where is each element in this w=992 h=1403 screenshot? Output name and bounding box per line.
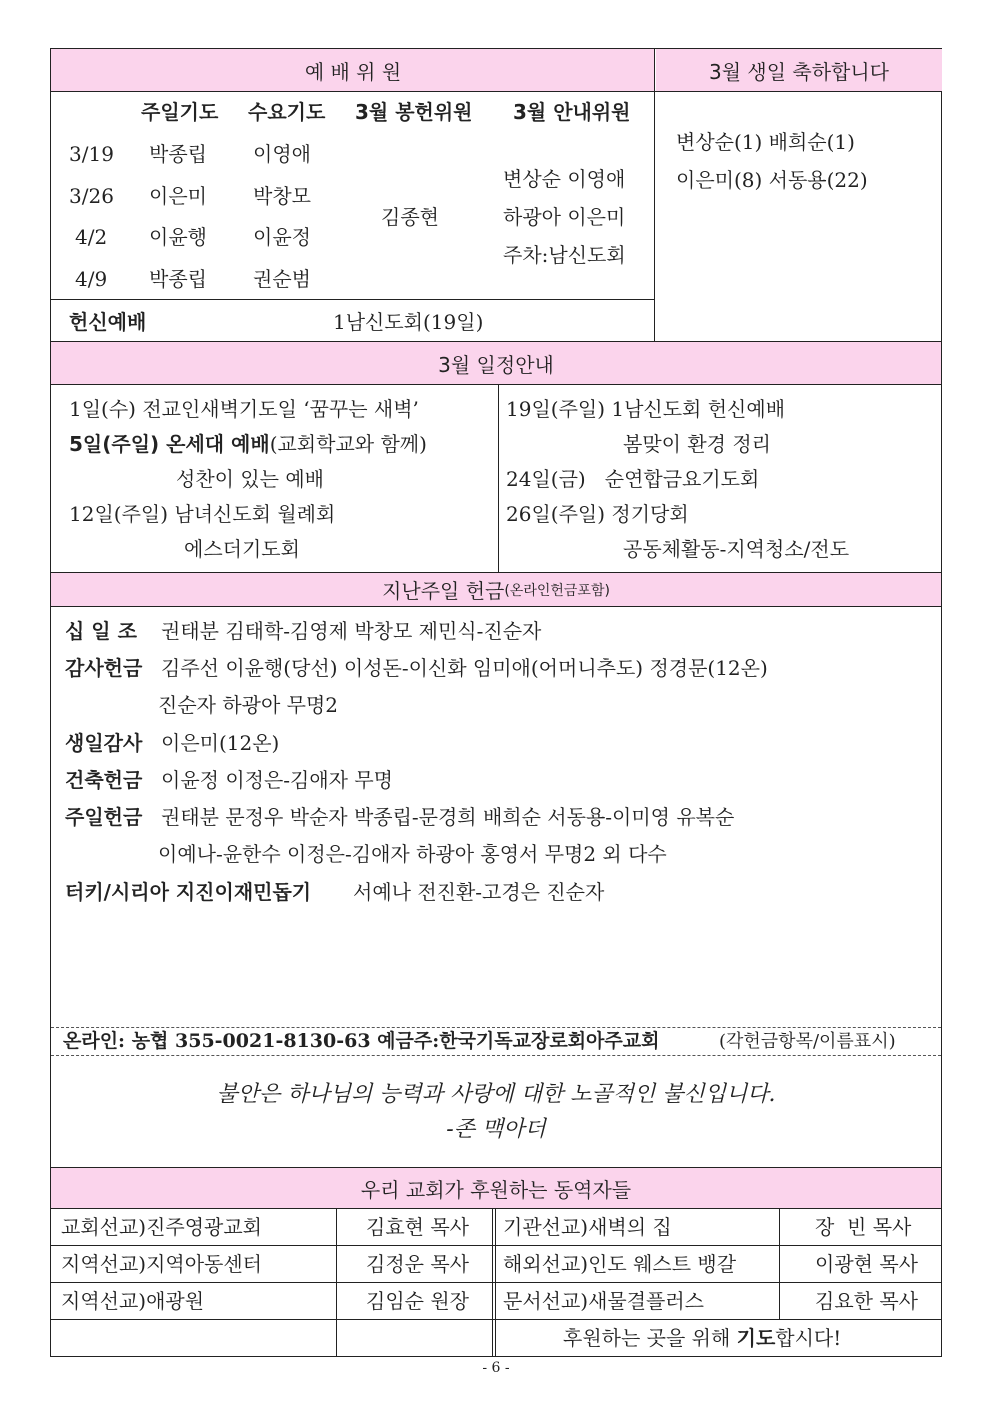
wednesday-prayer-name: 이영애	[253, 142, 311, 166]
thanks-names: 김주선 이윤행(당선) 이성돈-이신화 임미애(어머니추도) 정경문(12온)	[161, 656, 768, 680]
sunday-offering-names: 권태분 문정우 박순자 박종립-문경희 배희순 서동용-이미영 유복순	[161, 805, 735, 829]
tithe-label: 십 일 조	[65, 619, 137, 643]
worship-date: 4/2	[75, 225, 108, 249]
sunday-prayer-name: 이윤행	[149, 225, 207, 249]
worship-header-text: 예 배 위 원	[304, 59, 402, 84]
missions-col-divider	[492, 1208, 493, 1356]
mission-org: 교회선교)진주영광교회	[61, 1215, 263, 1239]
thanks-names: 진순자 하광아 무명2	[158, 693, 338, 717]
mission-person: 장 빈 목사	[815, 1215, 912, 1239]
missions-col-divider	[336, 1208, 337, 1356]
schedule-item: 성찬이 있는 예배	[176, 467, 324, 491]
missions-col-divider	[495, 1208, 496, 1356]
missions-header-text: 우리 교회가 후원하는 동역자들	[360, 1177, 632, 1202]
divider	[51, 91, 941, 92]
usher-line: 변상순 이영애	[503, 167, 626, 191]
divider	[51, 1027, 941, 1028]
relief-names: 서예나 전진환-고경은 진순자	[353, 880, 605, 904]
wednesday-prayer-name: 이윤정	[253, 225, 311, 249]
divider	[51, 1282, 941, 1283]
divider	[51, 384, 941, 385]
birthday-line: 이은미(8) 서동용(22)	[676, 168, 868, 192]
wednesday-prayer-name: 권순범	[253, 267, 311, 291]
birthday-header	[656, 49, 942, 91]
offering-header-sub: (온라인헌금포함)	[504, 582, 610, 599]
mission-person: 김정운 목사	[366, 1252, 469, 1276]
divider	[51, 1055, 941, 1056]
offering-committee-name: 김종현	[381, 205, 439, 229]
mission-person: 김임순 원장	[366, 1289, 469, 1313]
schedule-item: 공동체활동-지역청소/전도	[623, 537, 850, 561]
bulletin-page	[50, 48, 942, 1357]
schedule-divider	[498, 384, 499, 572]
tithe-names: 권태분 김태학-김영제 박창모 제민식-진순자	[161, 619, 542, 643]
mission-person: 김요한 목사	[815, 1289, 918, 1313]
schedule-item-bold: 5일(주일) 온세대 예배	[69, 432, 270, 456]
online-account: 온라인: 농협 355-0021-8130-63 예금주:한국기독교장로회아주교회	[63, 1030, 660, 1052]
mission-org: 지역선교)지역아동센터	[61, 1252, 263, 1276]
prayer-request	[563, 1328, 841, 1348]
dedication-label: 헌신예배	[69, 310, 147, 334]
thanks-label: 감사헌금	[65, 656, 143, 680]
divider	[51, 299, 655, 300]
offering-header-text: 지난주일 헌금	[382, 579, 505, 603]
divider	[51, 606, 941, 607]
quote-author: -존 맥아더	[446, 1117, 546, 1142]
birthday-header-text: 3월 생일 축하합니다	[709, 59, 889, 84]
birthday-line: 변상순(1) 배희순(1)	[676, 130, 855, 154]
birthday-offering-names: 이은미(12온)	[161, 731, 280, 755]
prayer-bold: 기도	[736, 1326, 776, 1350]
mission-person: 김효현 목사	[366, 1215, 469, 1239]
col-sunday-prayer: 주일기도	[141, 100, 219, 124]
page-number: - 6 -	[482, 1360, 510, 1376]
schedule-item: 봄맞이 환경 정리	[623, 432, 771, 456]
sunday-prayer-name: 박종립	[149, 142, 207, 166]
online-account-note: (각헌금항목/이름표시)	[719, 1031, 896, 1052]
col-offering-committee: 3월 봉헌위원	[355, 100, 473, 124]
schedule-item-note: (교회학교와 함께)	[269, 432, 427, 456]
col-usher-committee: 3월 안내위원	[513, 100, 631, 124]
relief-label: 터키/시리아 지진이재민돕기	[65, 880, 312, 904]
sunday-offering-names: 이예나-윤한수 이정은-김애자 하광아 홍영서 무명2 외 다수	[158, 842, 667, 866]
schedule-item: 12일(주일) 남녀신도회 월례회	[69, 502, 336, 526]
worship-date: 4/9	[75, 267, 108, 291]
mission-org: 문서선교)새물결플러스	[503, 1289, 705, 1313]
mission-person: 이광현 목사	[815, 1252, 918, 1276]
worship-header	[51, 49, 655, 91]
building-label: 건축헌금	[65, 768, 143, 792]
schedule-item: 26일(주일) 정기당회	[506, 502, 689, 526]
quote-text: 불안은 하나님의 능력과 사랑에 대한 노골적인 불신입니다.	[216, 1082, 776, 1107]
worship-date: 3/26	[69, 184, 114, 208]
wednesday-prayer-name: 박창모	[253, 184, 311, 208]
schedule-item: 24일(금) 순연합금요기도회	[506, 467, 760, 491]
schedule-header-text: 3월 일정안내	[438, 352, 554, 377]
sunday-prayer-name: 이은미	[149, 184, 207, 208]
mission-org: 기관선교)새벽의 집	[503, 1215, 672, 1239]
missions-col-divider	[779, 1208, 780, 1319]
sunday-prayer-name: 박종립	[149, 267, 207, 291]
divider	[51, 1319, 941, 1320]
worship-birthday-divider	[654, 49, 655, 341]
worship-date: 3/19	[69, 142, 114, 166]
mission-org: 해외선교)인도 웨스트 뱅갈	[503, 1252, 737, 1276]
usher-line: 주차:남신도회	[503, 243, 626, 267]
birthday-offering-label: 생일감사	[65, 731, 143, 755]
schedule-item: 에스더기도회	[184, 537, 300, 561]
building-names: 이윤정 이정은-김애자 무명	[161, 768, 393, 792]
divider	[51, 1208, 941, 1209]
schedule-item	[69, 434, 427, 454]
sunday-offering-label: 주일헌금	[65, 805, 143, 829]
col-wednesday-prayer: 수요기도	[248, 100, 326, 124]
dedication-value: 1남신도회(19일)	[333, 310, 484, 334]
divider	[51, 1245, 941, 1246]
prayer-text: 후원하는 곳을 위해	[563, 1326, 737, 1350]
mission-org: 지역선교)애광원	[61, 1289, 205, 1313]
prayer-text: 합시다!	[775, 1326, 842, 1350]
usher-line: 하광아 이은미	[503, 205, 626, 229]
schedule-header	[51, 342, 941, 384]
schedule-item: 1일(수) 전교인새벽기도일 ‘꿈꾸는 새벽’	[69, 397, 419, 421]
missions-header	[51, 1168, 941, 1208]
schedule-item: 19일(주일) 1남신도회 헌신예배	[506, 397, 786, 421]
offering-header	[51, 573, 941, 606]
